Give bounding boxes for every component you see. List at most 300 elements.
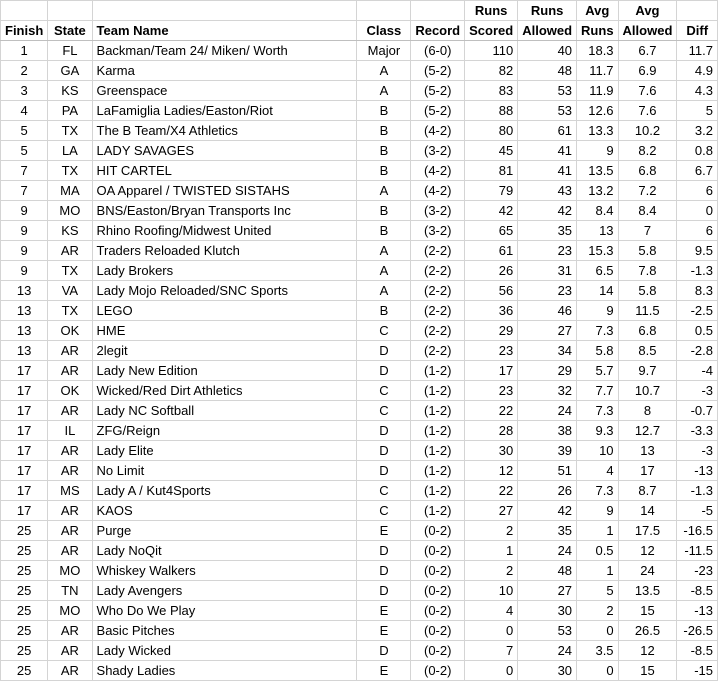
team-name-cell[interactable]: LEGO [92, 301, 357, 321]
record-cell[interactable]: (0-2) [411, 541, 465, 561]
avg-allowed-cell[interactable]: 12.7 [618, 421, 677, 441]
avg-runs-cell[interactable]: 5.7 [577, 361, 619, 381]
runs-allowed-cell[interactable]: 35 [518, 221, 577, 241]
diff-cell[interactable]: -13 [677, 461, 718, 481]
state-cell[interactable]: PA [48, 101, 92, 121]
record-cell[interactable]: (1-2) [411, 401, 465, 421]
record-cell[interactable]: (0-2) [411, 641, 465, 661]
avg-allowed-cell[interactable]: 8.5 [618, 341, 677, 361]
record-cell[interactable]: (0-2) [411, 601, 465, 621]
finish-cell[interactable]: 5 [1, 121, 48, 141]
state-cell[interactable]: OK [48, 381, 92, 401]
avg-runs-cell[interactable]: 11.9 [577, 81, 619, 101]
class-cell[interactable]: B [357, 161, 411, 181]
state-cell[interactable]: AR [48, 641, 92, 661]
team-name-cell[interactable]: Traders Reloaded Klutch [92, 241, 357, 261]
diff-cell[interactable]: 6 [677, 221, 718, 241]
finish-cell[interactable]: 17 [1, 481, 48, 501]
runs-scored-cell[interactable]: 88 [465, 101, 518, 121]
runs-scored-cell[interactable]: 45 [465, 141, 518, 161]
runs-scored-cell[interactable]: 22 [465, 481, 518, 501]
runs-allowed-cell[interactable]: 30 [518, 601, 577, 621]
diff-cell[interactable]: -8.5 [677, 581, 718, 601]
state-cell[interactable]: MO [48, 601, 92, 621]
diff-cell[interactable]: -4 [677, 361, 718, 381]
team-name-cell[interactable]: Lady Brokers [92, 261, 357, 281]
avg-runs-cell[interactable]: 12.6 [577, 101, 619, 121]
runs-allowed-cell[interactable]: 43 [518, 181, 577, 201]
finish-cell[interactable]: 13 [1, 321, 48, 341]
avg-allowed-cell[interactable]: 11.5 [618, 301, 677, 321]
class-cell[interactable]: D [357, 341, 411, 361]
runs-scored-cell[interactable]: 65 [465, 221, 518, 241]
class-cell[interactable]: C [357, 321, 411, 341]
record-cell[interactable]: (0-2) [411, 621, 465, 641]
header-cell[interactable] [48, 1, 92, 21]
runs-allowed-cell[interactable]: 26 [518, 481, 577, 501]
avg-allowed-cell[interactable]: 7.6 [618, 101, 677, 121]
diff-cell[interactable]: -1.3 [677, 261, 718, 281]
state-cell[interactable]: TX [48, 161, 92, 181]
avg-runs-cell[interactable]: 2 [577, 601, 619, 621]
record-cell[interactable]: (2-2) [411, 341, 465, 361]
runs-allowed-cell[interactable]: 30 [518, 661, 577, 681]
team-name-cell[interactable]: ZFG/Reign [92, 421, 357, 441]
finish-cell[interactable]: 9 [1, 261, 48, 281]
runs-scored-cell[interactable]: 23 [465, 381, 518, 401]
state-cell[interactable]: AR [48, 241, 92, 261]
avg-runs-cell[interactable]: 8.4 [577, 201, 619, 221]
class-cell[interactable]: Major [357, 41, 411, 61]
diff-cell[interactable]: -0.7 [677, 401, 718, 421]
team-name-cell[interactable]: BNS/Easton/Bryan Transports Inc [92, 201, 357, 221]
finish-cell[interactable]: 7 [1, 181, 48, 201]
state-cell[interactable]: AR [48, 361, 92, 381]
runs-scored-cell[interactable]: 42 [465, 201, 518, 221]
avg-runs-cell[interactable]: 9 [577, 501, 619, 521]
avg-allowed-cell[interactable]: 5.8 [618, 241, 677, 261]
avg-allowed-cell[interactable]: 9.7 [618, 361, 677, 381]
class-cell[interactable]: C [357, 381, 411, 401]
header-cell[interactable] [411, 1, 465, 21]
class-cell[interactable]: E [357, 521, 411, 541]
record-cell[interactable]: (1-2) [411, 441, 465, 461]
runs-scored-cell[interactable]: 81 [465, 161, 518, 181]
finish-cell[interactable]: 13 [1, 341, 48, 361]
team-name-cell[interactable]: Lady NoQit [92, 541, 357, 561]
avg-runs-cell[interactable]: 1 [577, 521, 619, 541]
record-cell[interactable]: (1-2) [411, 501, 465, 521]
team-name-cell[interactable]: Lady Wicked [92, 641, 357, 661]
team-name-cell[interactable]: Lady Avengers [92, 581, 357, 601]
finish-cell[interactable]: 5 [1, 141, 48, 161]
diff-cell[interactable]: -23 [677, 561, 718, 581]
finish-cell[interactable]: 9 [1, 201, 48, 221]
state-cell[interactable]: AR [48, 341, 92, 361]
state-cell[interactable]: KS [48, 221, 92, 241]
state-cell[interactable]: KS [48, 81, 92, 101]
runs-scored-cell[interactable]: 12 [465, 461, 518, 481]
class-cell[interactable]: D [357, 461, 411, 481]
avg-runs-cell[interactable]: 9 [577, 301, 619, 321]
runs-allowed-cell[interactable]: 27 [518, 321, 577, 341]
diff-cell[interactable]: 4.3 [677, 81, 718, 101]
diff-cell[interactable]: 8.3 [677, 281, 718, 301]
runs-scored-cell[interactable]: 0 [465, 661, 518, 681]
diff-cell[interactable]: -15 [677, 661, 718, 681]
state-cell[interactable]: AR [48, 541, 92, 561]
diff-cell[interactable]: -26.5 [677, 621, 718, 641]
class-cell[interactable]: E [357, 661, 411, 681]
record-cell[interactable]: (2-2) [411, 321, 465, 341]
avg-allowed-cell[interactable]: 8.4 [618, 201, 677, 221]
avg-runs-cell[interactable]: 4 [577, 461, 619, 481]
diff-cell[interactable]: 9.5 [677, 241, 718, 261]
runs-allowed-cell[interactable]: 34 [518, 341, 577, 361]
avg-allowed-cell[interactable]: 10.2 [618, 121, 677, 141]
runs-scored-cell[interactable]: 7 [465, 641, 518, 661]
avg-runs-cell[interactable]: 14 [577, 281, 619, 301]
state-cell[interactable]: AR [48, 521, 92, 541]
record-cell[interactable]: (0-2) [411, 561, 465, 581]
record-cell[interactable]: (2-2) [411, 301, 465, 321]
runs-scored-cell[interactable]: 30 [465, 441, 518, 461]
team-name-cell[interactable]: Who Do We Play [92, 601, 357, 621]
runs-allowed-cell[interactable]: 53 [518, 621, 577, 641]
avg-allowed-cell[interactable]: 7 [618, 221, 677, 241]
diff-cell[interactable]: -16.5 [677, 521, 718, 541]
team-name-cell[interactable]: No Limit [92, 461, 357, 481]
avg-allowed-cell[interactable]: 17 [618, 461, 677, 481]
team-name-cell[interactable]: Basic Pitches [92, 621, 357, 641]
avg-runs-cell[interactable]: 11.7 [577, 61, 619, 81]
runs-scored-cell[interactable]: 17 [465, 361, 518, 381]
record-cell[interactable]: (3-2) [411, 201, 465, 221]
class-cell[interactable]: B [357, 121, 411, 141]
avg-allowed-cell[interactable]: 14 [618, 501, 677, 521]
runs-allowed-cell[interactable]: 42 [518, 501, 577, 521]
runs-scored-cell[interactable]: 4 [465, 601, 518, 621]
diff-cell[interactable]: -3 [677, 441, 718, 461]
runs-scored-cell[interactable]: 80 [465, 121, 518, 141]
team-name-cell[interactable]: Lady New Edition [92, 361, 357, 381]
runs-allowed-cell[interactable]: 32 [518, 381, 577, 401]
runs-allowed-cell[interactable]: 53 [518, 101, 577, 121]
team-name-cell[interactable]: Lady NC Softball [92, 401, 357, 421]
runs-scored-cell[interactable]: 1 [465, 541, 518, 561]
header-cell[interactable] [92, 1, 357, 21]
runs-allowed-cell[interactable]: 40 [518, 41, 577, 61]
avg-allowed-cell[interactable]: 8 [618, 401, 677, 421]
team-name-cell[interactable]: Backman/Team 24/ Miken/ Worth [92, 41, 357, 61]
diff-cell[interactable]: -5 [677, 501, 718, 521]
class-cell[interactable]: A [357, 241, 411, 261]
record-cell[interactable]: (6-0) [411, 41, 465, 61]
avg-allowed-cell[interactable]: 17.5 [618, 521, 677, 541]
header-cell[interactable] [357, 1, 411, 21]
header-avg-allowed[interactable]: Allowed [618, 21, 677, 41]
finish-cell[interactable]: 1 [1, 41, 48, 61]
runs-scored-cell[interactable]: 61 [465, 241, 518, 261]
finish-cell[interactable]: 17 [1, 501, 48, 521]
finish-cell[interactable]: 13 [1, 281, 48, 301]
team-name-cell[interactable]: HME [92, 321, 357, 341]
runs-scored-cell[interactable]: 0 [465, 621, 518, 641]
class-cell[interactable]: C [357, 401, 411, 421]
header-cell-runs-scored-top[interactable]: Runs [465, 1, 518, 21]
class-cell[interactable]: E [357, 601, 411, 621]
avg-allowed-cell[interactable]: 6.7 [618, 41, 677, 61]
class-cell[interactable]: B [357, 221, 411, 241]
avg-runs-cell[interactable]: 3.5 [577, 641, 619, 661]
runs-allowed-cell[interactable]: 24 [518, 641, 577, 661]
runs-scored-cell[interactable]: 22 [465, 401, 518, 421]
diff-cell[interactable]: 4.9 [677, 61, 718, 81]
header-cell-runs-allowed-top[interactable]: Runs [518, 1, 577, 21]
finish-cell[interactable]: 25 [1, 521, 48, 541]
finish-cell[interactable]: 25 [1, 581, 48, 601]
avg-allowed-cell[interactable]: 15 [618, 661, 677, 681]
diff-cell[interactable]: 0 [677, 201, 718, 221]
avg-allowed-cell[interactable]: 6.9 [618, 61, 677, 81]
header-runs-scored[interactable]: Scored [465, 21, 518, 41]
state-cell[interactable]: IL [48, 421, 92, 441]
runs-allowed-cell[interactable]: 41 [518, 161, 577, 181]
diff-cell[interactable]: -2.5 [677, 301, 718, 321]
class-cell[interactable]: B [357, 141, 411, 161]
class-cell[interactable]: C [357, 481, 411, 501]
avg-runs-cell[interactable]: 13.5 [577, 161, 619, 181]
state-cell[interactable]: MS [48, 481, 92, 501]
avg-runs-cell[interactable]: 9 [577, 141, 619, 161]
record-cell[interactable]: (1-2) [411, 461, 465, 481]
avg-runs-cell[interactable]: 7.3 [577, 321, 619, 341]
runs-allowed-cell[interactable]: 35 [518, 521, 577, 541]
runs-allowed-cell[interactable]: 51 [518, 461, 577, 481]
header-cell[interactable] [677, 1, 718, 21]
finish-cell[interactable]: 17 [1, 361, 48, 381]
runs-allowed-cell[interactable]: 48 [518, 561, 577, 581]
team-name-cell[interactable]: 2legit [92, 341, 357, 361]
record-cell[interactable]: (4-2) [411, 161, 465, 181]
avg-allowed-cell[interactable]: 7.2 [618, 181, 677, 201]
state-cell[interactable]: AR [48, 621, 92, 641]
avg-allowed-cell[interactable]: 5.8 [618, 281, 677, 301]
record-cell[interactable]: (5-2) [411, 61, 465, 81]
record-cell[interactable]: (0-2) [411, 661, 465, 681]
record-cell[interactable]: (5-2) [411, 81, 465, 101]
team-name-cell[interactable]: The B Team/X4 Athletics [92, 121, 357, 141]
team-name-cell[interactable]: KAOS [92, 501, 357, 521]
header-cell[interactable] [1, 1, 48, 21]
diff-cell[interactable]: 0.8 [677, 141, 718, 161]
team-name-cell[interactable]: Lady Elite [92, 441, 357, 461]
avg-allowed-cell[interactable]: 7.8 [618, 261, 677, 281]
class-cell[interactable]: A [357, 261, 411, 281]
team-name-cell[interactable]: Purge [92, 521, 357, 541]
avg-runs-cell[interactable]: 0 [577, 621, 619, 641]
state-cell[interactable]: MO [48, 201, 92, 221]
avg-runs-cell[interactable]: 7.3 [577, 401, 619, 421]
finish-cell[interactable]: 25 [1, 561, 48, 581]
finish-cell[interactable]: 17 [1, 381, 48, 401]
class-cell[interactable]: A [357, 181, 411, 201]
header-avg-runs[interactable]: Runs [577, 21, 619, 41]
avg-runs-cell[interactable]: 18.3 [577, 41, 619, 61]
class-cell[interactable]: D [357, 641, 411, 661]
diff-cell[interactable]: 3.2 [677, 121, 718, 141]
state-cell[interactable]: TX [48, 121, 92, 141]
class-cell[interactable]: D [357, 421, 411, 441]
runs-scored-cell[interactable]: 2 [465, 521, 518, 541]
runs-allowed-cell[interactable]: 31 [518, 261, 577, 281]
class-cell[interactable]: A [357, 81, 411, 101]
avg-runs-cell[interactable]: 7.7 [577, 381, 619, 401]
diff-cell[interactable]: -8.5 [677, 641, 718, 661]
runs-scored-cell[interactable]: 26 [465, 261, 518, 281]
team-name-cell[interactable]: Karma [92, 61, 357, 81]
state-cell[interactable]: MA [48, 181, 92, 201]
diff-cell[interactable]: -13 [677, 601, 718, 621]
runs-scored-cell[interactable]: 83 [465, 81, 518, 101]
state-cell[interactable]: AR [48, 501, 92, 521]
class-cell[interactable]: C [357, 501, 411, 521]
runs-scored-cell[interactable]: 82 [465, 61, 518, 81]
avg-runs-cell[interactable]: 6.5 [577, 261, 619, 281]
avg-allowed-cell[interactable]: 6.8 [618, 161, 677, 181]
team-name-cell[interactable]: Lady A / Kut4Sports [92, 481, 357, 501]
team-name-cell[interactable]: Greenspace [92, 81, 357, 101]
diff-cell[interactable]: 0.5 [677, 321, 718, 341]
diff-cell[interactable]: 5 [677, 101, 718, 121]
state-cell[interactable]: OK [48, 321, 92, 341]
diff-cell[interactable]: 6 [677, 181, 718, 201]
record-cell[interactable]: (5-2) [411, 101, 465, 121]
avg-runs-cell[interactable]: 9.3 [577, 421, 619, 441]
avg-runs-cell[interactable]: 13.3 [577, 121, 619, 141]
avg-allowed-cell[interactable]: 24 [618, 561, 677, 581]
state-cell[interactable]: LA [48, 141, 92, 161]
state-cell[interactable]: AR [48, 661, 92, 681]
state-cell[interactable]: MO [48, 561, 92, 581]
class-cell[interactable]: D [357, 581, 411, 601]
avg-runs-cell[interactable]: 5 [577, 581, 619, 601]
runs-allowed-cell[interactable]: 24 [518, 401, 577, 421]
record-cell[interactable]: (3-2) [411, 141, 465, 161]
class-cell[interactable]: A [357, 281, 411, 301]
diff-cell[interactable]: -1.3 [677, 481, 718, 501]
runs-allowed-cell[interactable]: 48 [518, 61, 577, 81]
runs-allowed-cell[interactable]: 61 [518, 121, 577, 141]
avg-runs-cell[interactable]: 5.8 [577, 341, 619, 361]
runs-allowed-cell[interactable]: 29 [518, 361, 577, 381]
class-cell[interactable]: B [357, 301, 411, 321]
runs-scored-cell[interactable]: 79 [465, 181, 518, 201]
avg-allowed-cell[interactable]: 12 [618, 641, 677, 661]
runs-allowed-cell[interactable]: 46 [518, 301, 577, 321]
state-cell[interactable]: FL [48, 41, 92, 61]
team-name-cell[interactable]: HIT CARTEL [92, 161, 357, 181]
state-cell[interactable]: AR [48, 401, 92, 421]
team-name-cell[interactable]: Rhino Roofing/Midwest United [92, 221, 357, 241]
team-name-cell[interactable]: LADY SAVAGES [92, 141, 357, 161]
finish-cell[interactable]: 7 [1, 161, 48, 181]
finish-cell[interactable]: 2 [1, 61, 48, 81]
runs-allowed-cell[interactable]: 23 [518, 241, 577, 261]
finish-cell[interactable]: 25 [1, 661, 48, 681]
state-cell[interactable]: AR [48, 441, 92, 461]
team-name-cell[interactable]: OA Apparel / TWISTED SISTAHS [92, 181, 357, 201]
avg-runs-cell[interactable]: 10 [577, 441, 619, 461]
avg-runs-cell[interactable]: 7.3 [577, 481, 619, 501]
runs-allowed-cell[interactable]: 39 [518, 441, 577, 461]
finish-cell[interactable]: 17 [1, 401, 48, 421]
runs-allowed-cell[interactable]: 27 [518, 581, 577, 601]
avg-runs-cell[interactable]: 15.3 [577, 241, 619, 261]
header-diff[interactable]: Diff [677, 21, 718, 41]
finish-cell[interactable]: 4 [1, 101, 48, 121]
runs-scored-cell[interactable]: 23 [465, 341, 518, 361]
avg-allowed-cell[interactable]: 13 [618, 441, 677, 461]
state-cell[interactable]: TN [48, 581, 92, 601]
runs-scored-cell[interactable]: 27 [465, 501, 518, 521]
avg-runs-cell[interactable]: 0.5 [577, 541, 619, 561]
record-cell[interactable]: (2-2) [411, 261, 465, 281]
avg-runs-cell[interactable]: 13 [577, 221, 619, 241]
avg-allowed-cell[interactable]: 8.7 [618, 481, 677, 501]
class-cell[interactable]: D [357, 541, 411, 561]
class-cell[interactable]: D [357, 441, 411, 461]
runs-allowed-cell[interactable]: 24 [518, 541, 577, 561]
class-cell[interactable]: D [357, 361, 411, 381]
record-cell[interactable]: (1-2) [411, 481, 465, 501]
avg-allowed-cell[interactable]: 13.5 [618, 581, 677, 601]
header-cell-avg-runs-top[interactable]: Avg [577, 1, 619, 21]
runs-scored-cell[interactable]: 29 [465, 321, 518, 341]
finish-cell[interactable]: 9 [1, 221, 48, 241]
header-class[interactable]: Class [357, 21, 411, 41]
avg-runs-cell[interactable]: 0 [577, 661, 619, 681]
avg-allowed-cell[interactable]: 7.6 [618, 81, 677, 101]
diff-cell[interactable]: -3 [677, 381, 718, 401]
finish-cell[interactable]: 9 [1, 241, 48, 261]
avg-allowed-cell[interactable]: 15 [618, 601, 677, 621]
avg-runs-cell[interactable]: 1 [577, 561, 619, 581]
finish-cell[interactable]: 25 [1, 541, 48, 561]
record-cell[interactable]: (4-2) [411, 181, 465, 201]
header-runs-allowed[interactable]: Allowed [518, 21, 577, 41]
team-name-cell[interactable]: Whiskey Walkers [92, 561, 357, 581]
runs-scored-cell[interactable]: 28 [465, 421, 518, 441]
record-cell[interactable]: (1-2) [411, 361, 465, 381]
diff-cell[interactable]: -3.3 [677, 421, 718, 441]
avg-allowed-cell[interactable]: 8.2 [618, 141, 677, 161]
class-cell[interactable]: B [357, 201, 411, 221]
header-team-name[interactable]: Team Name [92, 21, 357, 41]
runs-scored-cell[interactable]: 56 [465, 281, 518, 301]
header-finish[interactable]: Finish [1, 21, 48, 41]
runs-allowed-cell[interactable]: 38 [518, 421, 577, 441]
state-cell[interactable]: TX [48, 261, 92, 281]
state-cell[interactable]: VA [48, 281, 92, 301]
state-cell[interactable]: GA [48, 61, 92, 81]
avg-allowed-cell[interactable]: 10.7 [618, 381, 677, 401]
runs-allowed-cell[interactable]: 23 [518, 281, 577, 301]
runs-scored-cell[interactable]: 36 [465, 301, 518, 321]
record-cell[interactable]: (2-2) [411, 281, 465, 301]
finish-cell[interactable]: 17 [1, 461, 48, 481]
class-cell[interactable]: D [357, 561, 411, 581]
